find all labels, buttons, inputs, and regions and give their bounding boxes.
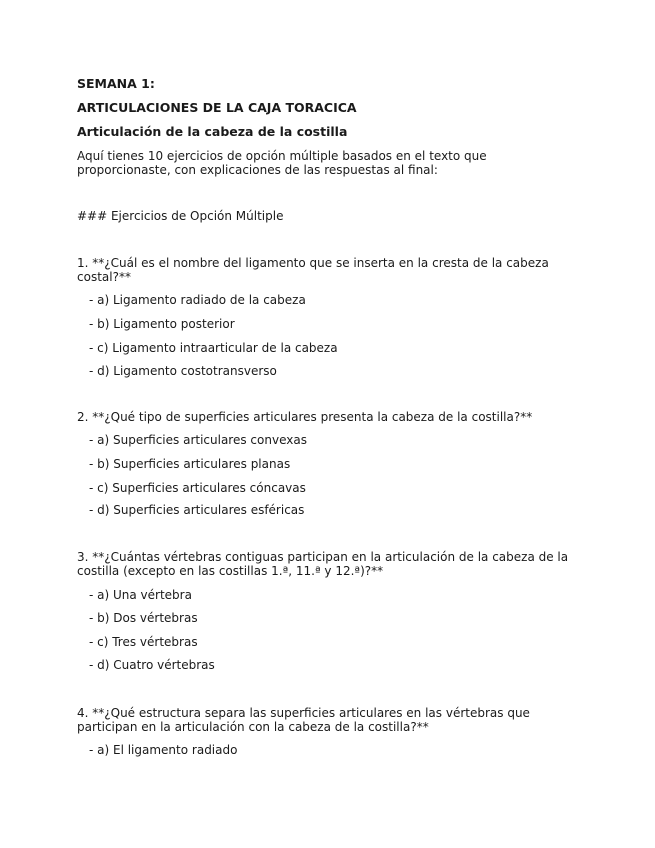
- question-3-text: 3. **¿Cuántas vértebras contiguas participan en la articulación de la cabeza de la costilla (excepto en las costillas 1.ª, 11.ª y 12.ª)?**: [77, 550, 572, 578]
- intro-paragraph: Aquí tienes 10 ejercicios de opción múltiple basados en el texto que proporcionaste, con explicaciones de las respuestas al final:: [77, 149, 491, 177]
- question-1-option-c: - c) Ligamento intraarticular de la cabeza: [89, 341, 338, 355]
- question-4-option-a: - a) El ligamento radiado: [89, 743, 238, 757]
- question-2-option-a: - a) Superficies articulares convexas: [89, 433, 307, 447]
- question-1-text: 1. **¿Cuál es el nombre del ligamento que se inserta en la cresta de la cabeza costal?**: [77, 256, 553, 284]
- question-2-option-c: - c) Superficies articulares cóncavas: [89, 481, 306, 495]
- question-1-option-d: - d) Ligamento costotransverso: [89, 364, 277, 378]
- week-heading: SEMANA 1:: [77, 76, 155, 91]
- question-4-text: 4. **¿Qué estructura separa las superficies articulares en las vértebras que participan en la articulación con la cabeza de la costilla?**: [77, 706, 534, 734]
- section-heading: ### Ejercicios de Opción Múltiple: [77, 209, 284, 223]
- question-1-option-a: - a) Ligamento radiado de la cabeza: [89, 293, 306, 307]
- question-2-option-b: - b) Superficies articulares planas: [89, 457, 291, 471]
- question-1-option-b: - b) Ligamento posterior: [89, 317, 235, 331]
- question-3-option-b: - b) Dos vértebras: [89, 611, 198, 625]
- topic-heading: ARTICULACIONES DE LA CAJA TORACICA: [77, 100, 357, 115]
- question-3-option-d: - d) Cuatro vértebras: [89, 658, 215, 672]
- question-3-option-a: - a) Una vértebra: [89, 588, 192, 602]
- question-2-option-d: - d) Superficies articulares esféricas: [89, 503, 305, 517]
- subtopic-heading: Articulación de la cabeza de la costilla: [77, 124, 348, 139]
- question-3-option-c: - c) Tres vértebras: [89, 635, 198, 649]
- question-2-text: 2. **¿Qué tipo de superficies articulares presenta la cabeza de la costilla?**: [77, 410, 533, 424]
